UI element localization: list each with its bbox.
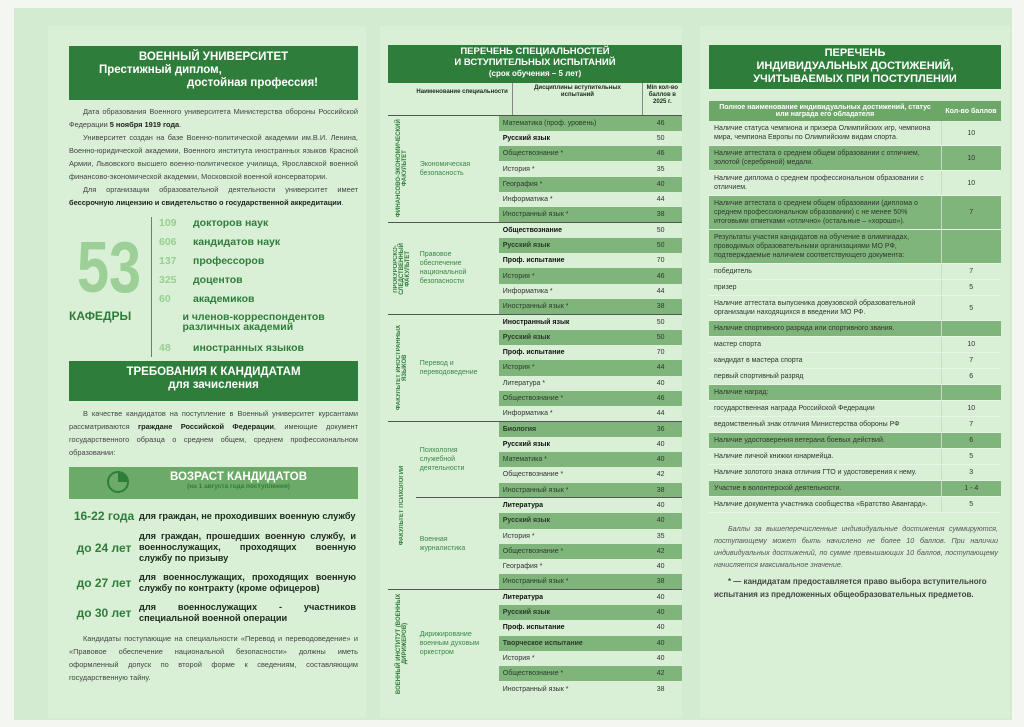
stat-item (159, 217, 359, 236)
min-score: 44 (656, 196, 665, 204)
header-line: для зачисления (168, 379, 259, 392)
header-line: ПЕРЕЧЕНЬ СПЕЦИАЛЬНОСТЕЙ (460, 46, 610, 57)
table-row (709, 385, 1001, 401)
col-min-score: Min кол-во баллов в 2025 г. (646, 85, 679, 105)
age-limit: до 27 лет (76, 576, 132, 590)
specialty-name: Экономическая безопасность (416, 116, 499, 223)
table-row (709, 497, 1001, 513)
age-row (69, 572, 356, 594)
discipline: История * (502, 532, 535, 540)
stat-number: 325 (159, 274, 177, 286)
stat-item (159, 342, 359, 361)
discipline: Информатика * (502, 287, 553, 295)
points: 7 (941, 417, 1001, 433)
age-subtitle: (на 1 августа года поступления) (187, 483, 290, 490)
discipline: Русский язык (502, 134, 551, 142)
faculty-label (388, 223, 416, 315)
min-score: 35 (656, 532, 665, 540)
stat-label: кандидатов наук (193, 236, 281, 248)
left-panel (48, 26, 366, 718)
discipline: Иностранный язык * (502, 685, 569, 693)
discipline: История * (499, 268, 640, 283)
min-score: 40 (656, 563, 665, 571)
achievement: государственная награда Российской Федерации (709, 401, 941, 417)
min-score: 40 (639, 513, 682, 528)
stat-item (159, 293, 359, 312)
table-row (709, 369, 1001, 385)
points: 5 (941, 280, 1001, 296)
achievement: победитель (709, 264, 941, 280)
faculty-label (388, 314, 416, 421)
discipline: Проф. испытание (502, 257, 565, 265)
min-score: 40 (656, 379, 665, 387)
discipline: Обществознание * (499, 391, 640, 406)
age-condition: для граждан, прошедших военную службу, и военнослужащих, проходящих военную службу по призыву (139, 531, 356, 563)
achievement: Наличие диплома о среднем профессиональном образовании с отличием. (709, 171, 941, 196)
founding-paragraph: Дата образования Военного университета Министерства обороны Российской Федерации 5 ноября 1919 года. (69, 107, 358, 129)
min-score: 35 (656, 165, 665, 173)
stat-item (159, 312, 359, 342)
achievement: Наличие личной книжки юнармейца. (709, 449, 941, 465)
min-score: 44 (656, 287, 665, 295)
achievement: Наличие золотого знака отличия ГТО и удостоверения к нему. (709, 465, 941, 481)
points: 10 (941, 171, 1001, 196)
brochure-sheet (14, 8, 1012, 720)
discipline: Русский язык (502, 440, 551, 448)
discipline: Литература * (502, 379, 546, 387)
university-header (69, 46, 358, 100)
faculty-name: ФИНАНСОВО-ЭКОНОМИЧЕСКИЙ ФАКУЛЬТЕТ (395, 120, 408, 218)
departments-label: КАФЕДРЫ (69, 309, 132, 323)
faculty-label (388, 116, 416, 223)
table-row (388, 314, 682, 329)
table-row (709, 417, 1001, 433)
min-score: 40 (656, 440, 665, 448)
discipline: Проф. испытание (502, 349, 565, 357)
discipline: Обществознание (499, 223, 640, 238)
discipline: Информатика * (502, 410, 553, 418)
table-row (709, 230, 1001, 264)
min-score: 50 (639, 330, 682, 345)
min-score: 38 (639, 574, 682, 589)
min-score: 50 (639, 238, 682, 253)
header-line: (срок обучения – 5 лет) (488, 68, 582, 78)
discipline: Математика (проф. уровень) (499, 116, 640, 131)
age-condition: для граждан, не проходивших военную службу (139, 510, 356, 521)
discipline: Русский язык (499, 330, 640, 345)
points (941, 321, 1001, 337)
discipline: Биология (499, 421, 640, 436)
points: 6 (941, 369, 1001, 385)
discipline: Информатика * (502, 196, 553, 204)
points: 1 - 4 (941, 481, 1001, 497)
discipline: Обществознание * (499, 146, 640, 161)
discipline: География * (499, 177, 640, 192)
points (941, 385, 1001, 401)
achievement: мастер спорта (709, 337, 941, 353)
stat-label: иностранных языков (193, 342, 305, 354)
table-row (709, 481, 1001, 497)
header-line: УЧИТЫВАЕМЫХ ПРИ ПОСТУПЛЕНИИ (753, 73, 957, 85)
min-score: 46 (639, 268, 682, 283)
discipline: Проф. испытание (502, 624, 565, 632)
table-row (709, 121, 1001, 146)
achievement: кандидат в мастера спорта (709, 353, 941, 369)
achievement: Наличие аттестата о среднем общем образовании (диплома о среднем профессиональном образовании) с не менее 50% итоговыми отметками «отлично» (остальные – «хорошо»). (709, 196, 941, 230)
departments-count: 53 (77, 228, 142, 308)
specialties-header (388, 45, 682, 83)
requirements-paragraph: В качестве кандидатов на поступление в Военный университет курсантами рассматриваются граждане Российской Федерации, имеющие документ государственного образца о среднем общем, среднем профессиональном образовании: (69, 409, 359, 457)
stat-item (159, 255, 359, 274)
table-row (709, 337, 1001, 353)
header-line: достойная профессия! (187, 77, 318, 90)
points-note: Баллы за вышеперечисленные индивидуальные достижения суммируются, поступающему может быть начислено не более 10 баллов. При наличии индивидуальных достижений, по сумме превышающих 10 баллов, поступающему начисляется максимальное значение. (714, 524, 998, 569)
discipline: История * (502, 165, 535, 173)
table-row (388, 223, 682, 238)
specialty-name: Психология служебной деятельности (416, 421, 499, 497)
points: 10 (941, 146, 1001, 171)
specialties-column-headers (388, 83, 682, 115)
stat-number: 48 (159, 342, 171, 354)
col-achievement: Полное наименование индивидуальных достижений, статус или награда его обладателя (709, 101, 941, 121)
points (941, 230, 1001, 264)
right-panel (700, 26, 1010, 718)
min-score: 42 (639, 666, 682, 681)
table-row (709, 401, 1001, 417)
stat-number: 109 (159, 217, 177, 229)
table-row (388, 421, 682, 436)
license-paragraph: Для организации образовательной деятельности университет имеет бессрочную лицензию и свидетельство о государственной аккредитации. (69, 185, 358, 207)
stats-list (159, 217, 359, 361)
achievement: Наличие документа участника сообщества «Братство Авангард». (709, 497, 941, 513)
min-score: 44 (639, 360, 682, 375)
origin-paragraph: Университет создан на базе Военно-политической академии им.В.И. Ленина, Военно-юридической академии, Военного института иностранных языков Красной Армии, Львовского высшего военно-политическое училища, Ярославской военной финансово-экономической академии, Московской военной консерватории. (69, 133, 358, 181)
min-score: 40 (639, 177, 682, 192)
min-score: 38 (656, 685, 665, 693)
faculty-label (388, 421, 416, 589)
discipline: Русский язык (499, 605, 640, 620)
discipline: История * (499, 360, 640, 375)
points: 10 (941, 121, 1001, 146)
stat-label: академиков (193, 293, 255, 305)
stat-number: 606 (159, 236, 177, 248)
stat-label: и членов-корреспондентов различных академий (182, 311, 325, 333)
discipline: Обществознание * (499, 666, 640, 681)
min-score: 46 (639, 116, 682, 131)
age-limit: 16-22 года (73, 509, 135, 523)
table-row (709, 433, 1001, 449)
header-line: Престижный диплом, (99, 64, 222, 77)
min-score: 50 (639, 314, 682, 329)
faculty-name: ФАКУЛЬТЕТ ИНОСТРАННЫХ ЯЗЫКОВ (395, 325, 408, 411)
specialty-name: Правовое обеспечение национальной безопасности (416, 223, 499, 315)
points: 6 (941, 433, 1001, 449)
stat-item (159, 274, 359, 293)
middle-panel (380, 26, 682, 718)
stat-item (159, 236, 359, 255)
specialty-name: Перевод и переводоведение (416, 314, 499, 421)
age-limit: до 30 лет (76, 606, 132, 620)
age-row (69, 531, 356, 564)
achievement: Участие в волонтерской деятельности. (709, 481, 941, 497)
table-row (709, 296, 1001, 321)
table-row (388, 116, 682, 131)
achievement: Наличие удостоверения ветерана боевых действий. (709, 433, 941, 449)
age-row (69, 602, 356, 624)
faculty-label (388, 590, 416, 697)
points: 7 (941, 353, 1001, 369)
col-disciplines: Дисциплины вступительных испытаний (512, 83, 642, 115)
history-text (69, 105, 358, 209)
header-line: ВОЕННЫЙ УНИВЕРСИТЕТ (138, 51, 289, 63)
clearance-paragraph: Кандидаты поступающие на специальности «Перевод и переводоведение» и «Правовое обеспечение национальной безопасности» должны иметь оформленный допуск по второй форме к сведениям, составляющим государственную тайну. (69, 634, 358, 682)
header-line: ПЕРЕЧЕНЬ (824, 47, 886, 59)
stat-number: 60 (159, 293, 171, 305)
table-row (709, 264, 1001, 280)
discipline: Иностранный язык * (499, 207, 640, 222)
faculty-name: ПРОКУРОРСКО-СЛЕДСТВЕННЫЙ ФАКУЛЬТЕТ (392, 242, 411, 295)
discipline: Иностранный язык (499, 314, 640, 329)
min-score: 46 (639, 146, 682, 161)
table-row (388, 498, 682, 513)
stat-number: 137 (159, 255, 177, 267)
points: 5 (941, 449, 1001, 465)
achievement: Наличие аттестата о среднем общем образовании с отличием, золотой (серебряной) медали. (709, 146, 941, 171)
table-row (709, 280, 1001, 296)
min-score: 40 (656, 655, 665, 663)
header-line: ТРЕБОВАНИЯ К КАНДИДАТАМ (126, 366, 301, 378)
min-score: 50 (656, 134, 665, 142)
achievement: Наличие наград: (709, 385, 941, 401)
age-list (69, 509, 356, 624)
discipline: Иностранный язык * (499, 299, 640, 314)
achievement: первый спортивный разряд (709, 369, 941, 385)
min-score: 36 (639, 421, 682, 436)
points: 3 (941, 465, 1001, 481)
discipline: Литература (499, 590, 640, 605)
discipline: Иностранный язык * (499, 574, 640, 589)
header-line: И ВСТУПИТЕЛЬНЫХ ИСПЫТАНИЙ (454, 56, 616, 68)
table-row (709, 353, 1001, 369)
min-score: 40 (639, 636, 682, 651)
discipline: Творческое испытание (499, 636, 640, 651)
specialty-name: Военная журналистика (416, 498, 499, 590)
age-condition: для военнослужащих, проходящих военную службу по контракту (кроме офицеров) (139, 572, 356, 593)
min-score: 42 (656, 471, 665, 479)
discipline: Иностранный язык * (499, 483, 640, 498)
achievements-header (709, 45, 1001, 89)
table-row (709, 321, 1001, 337)
stat-label: профессоров (193, 255, 265, 267)
discipline: Обществознание * (502, 471, 564, 479)
points: 10 (941, 401, 1001, 417)
table-row (709, 465, 1001, 481)
points: 7 (941, 196, 1001, 230)
min-score: 70 (656, 349, 665, 357)
min-score: 40 (639, 590, 682, 605)
points: 7 (941, 264, 1001, 280)
faculty-name: ВОЕННЫЙ ИНСТИТУТ (ВОЕННЫХ ДИРИЖЕРОВ) (395, 593, 408, 694)
specialty-name: Дирижирование военным духовым оркестром (416, 590, 499, 697)
divider (151, 217, 152, 357)
points: 10 (941, 337, 1001, 353)
col-specialty: Наименование специальности (416, 89, 508, 95)
discipline: География * (502, 563, 543, 571)
col-points: Кол-во баллов (941, 101, 1001, 121)
table-row (709, 196, 1001, 230)
stat-label: докторов наук (193, 217, 269, 229)
specialties-table (388, 115, 682, 697)
points: 5 (941, 497, 1001, 513)
age-limit: до 24 лет (76, 540, 132, 555)
table-row (388, 590, 682, 605)
discipline: Литература (499, 498, 640, 513)
min-score: 40 (639, 605, 682, 620)
faculty-name: ФАКУЛЬТЕТ ПСИХОЛОГИИ (398, 465, 405, 546)
discipline: Обществознание * (499, 544, 640, 559)
requirements-header (69, 361, 358, 401)
age-row (69, 509, 356, 523)
min-score: 38 (639, 483, 682, 498)
discipline: История * (502, 655, 535, 663)
achievement: Результаты участия кандидатов на обучение в олимпиадах, проводимых образовательными организациями МО РФ, подтверждаемые наличием соответствующего документа: (709, 230, 941, 264)
min-score: 38 (639, 207, 682, 222)
table-row (709, 449, 1001, 465)
age-title: ВОЗРАСТ КАНДИДАТОВ (169, 471, 308, 483)
clock-icon (107, 471, 129, 493)
stat-label: доцентов (193, 274, 243, 286)
age-condition: для военнослужащих - участников специальной военной операции (139, 602, 356, 623)
discipline: Русский язык (499, 513, 640, 528)
table-row (709, 171, 1001, 196)
min-score: 70 (656, 257, 665, 265)
min-score: 40 (639, 498, 682, 513)
achievements-table (709, 101, 1001, 513)
discipline: Русский язык (499, 238, 640, 253)
min-score: 40 (656, 624, 665, 632)
table-row (709, 146, 1001, 171)
achievement: Наличие аттестата выпускника довузовской образовательной организации находящихся в введении МО РФ. (709, 296, 941, 321)
min-score: 40 (639, 452, 682, 467)
min-score: 44 (656, 410, 665, 418)
discipline: Математика * (499, 452, 640, 467)
achievement: Наличие спортивного разряда или спортивного звания. (709, 321, 941, 337)
achievement: Наличие статуса чемпиона и призера Олимпийских игр, чемпиона мира, чемпиона Европы по Олимпийским видам спорта. (709, 121, 941, 146)
min-score: 42 (639, 544, 682, 559)
min-score: 50 (639, 223, 682, 238)
footnote: * — кандидатам предоставляется право выбора вступительного испытания из предложенных общеобразовательных предметов. (714, 577, 987, 599)
min-score: 46 (639, 391, 682, 406)
points: 5 (941, 296, 1001, 321)
header-line: ИНДИВИДУАЛЬНЫХ ДОСТИЖЕНИЙ, (756, 60, 954, 72)
stats-block (69, 217, 366, 357)
achievement: призер (709, 280, 941, 296)
achievement: ведомственный знак отличия Министерства обороны РФ (709, 417, 941, 433)
age-header (69, 467, 358, 499)
min-score: 38 (639, 299, 682, 314)
